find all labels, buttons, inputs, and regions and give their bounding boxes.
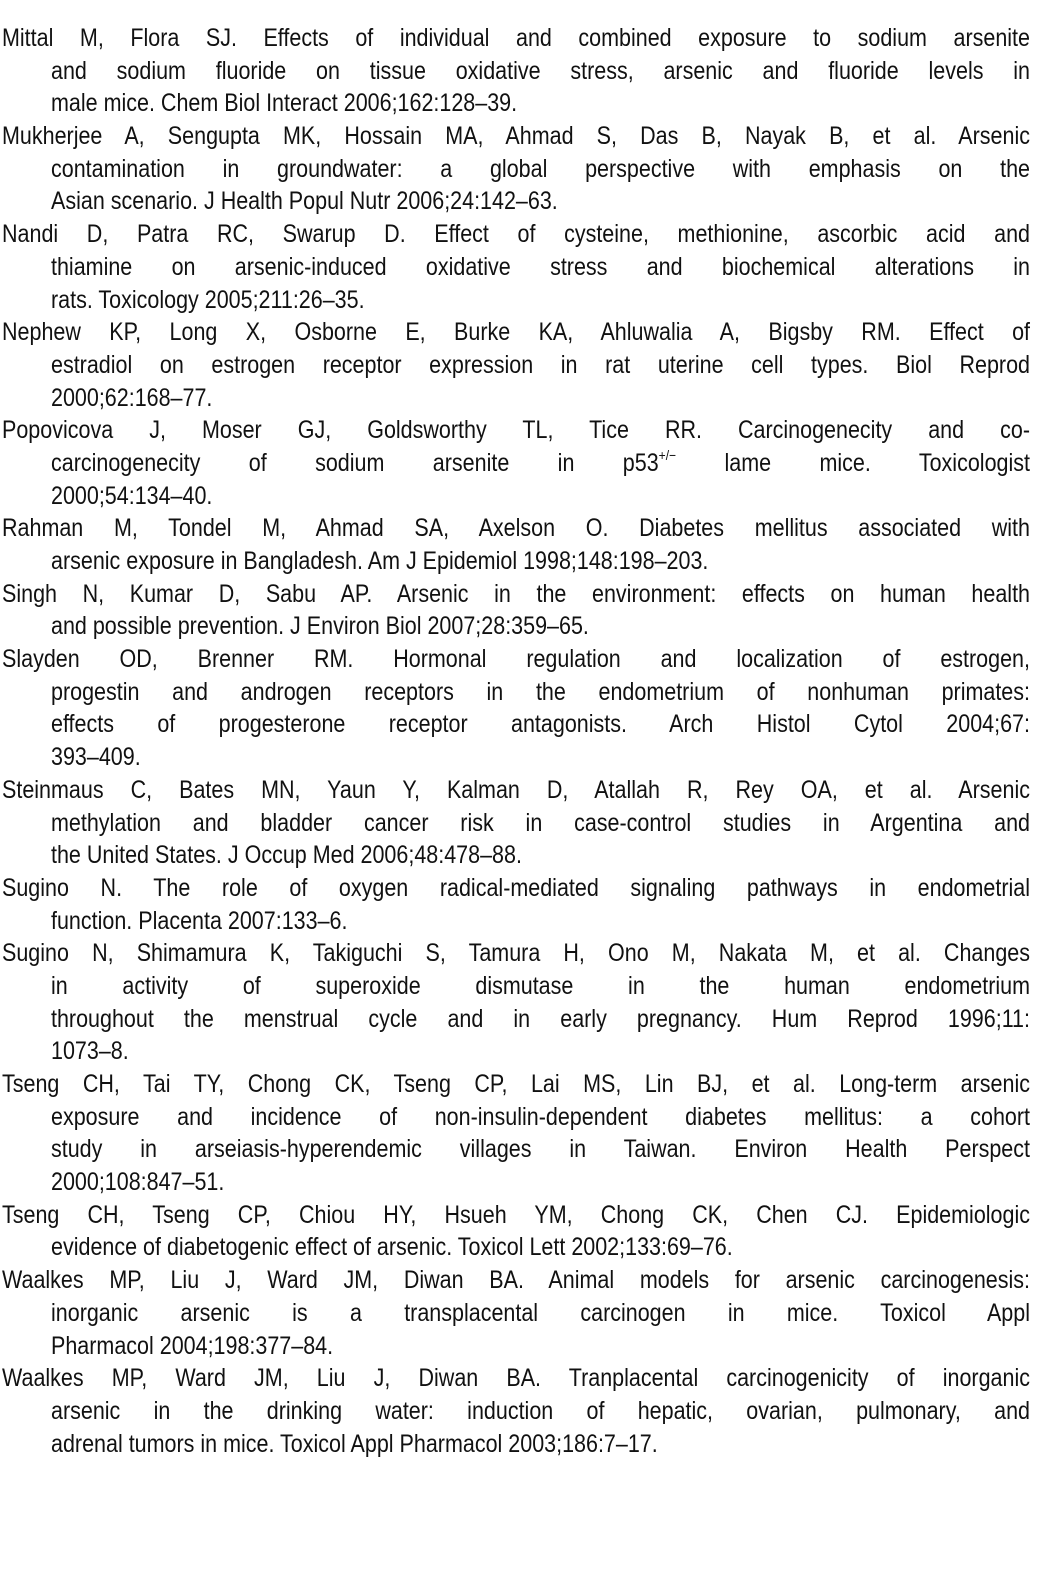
reference-entry	[2, 120, 1030, 218]
reference-text: inorganic arsenic is a transplacental carcinogen in mice. Toxicol Appl	[51, 1298, 1031, 1327]
reference-line	[2, 839, 1030, 872]
reference-line	[2, 316, 1030, 349]
reference-line	[2, 1297, 1030, 1330]
reference-text: rats. Toxicology 2005;211:26–35.	[51, 285, 365, 314]
reference-list	[2, 22, 1030, 1460]
reference-line	[2, 480, 1030, 513]
reference-line	[2, 905, 1030, 938]
reference-line	[2, 1395, 1030, 1428]
reference-text: 393–409.	[51, 743, 141, 772]
reference-text: 2000;54:134–40.	[51, 481, 213, 510]
reference-line	[2, 970, 1030, 1003]
reference-text: the United States. J Occup Med 2006;48:478–88.	[51, 841, 522, 870]
reference-line	[2, 1264, 1030, 1297]
reference-line	[2, 251, 1030, 284]
reference-line	[2, 937, 1030, 970]
reference-text: methylation and bladder cancer risk in case-control studies in Argentina and	[51, 808, 1031, 837]
reference-text: throughout the menstrual cycle and in early pregnancy. Hum Reprod 1996;11:	[51, 1004, 1031, 1033]
reference-line	[2, 774, 1030, 807]
reference-line	[2, 872, 1030, 905]
reference-text: Nandi D, Patra RC, Swarup D. Effect of cysteine, methionine, ascorbic acid and	[2, 220, 1030, 249]
reference-text: Waalkes MP, Liu J, Ward JM, Diwan BA. Animal models for arsenic carcinogenesis:	[2, 1266, 1030, 1295]
reference-line	[2, 382, 1030, 415]
reference-text: Nephew KP, Long X, Osborne E, Burke KA, Ahluwalia A, Bigsby RM. Effect of	[2, 318, 1031, 347]
reference-line	[2, 643, 1030, 676]
reference-text: estradiol on estrogen receptor expression in rat uterine cell types. Biol Reprod	[51, 350, 1031, 379]
reference-text: effects of progesterone receptor antagonists. Arch Histol Cytol 2004;67:	[51, 710, 1031, 739]
reference-entry	[2, 872, 1030, 937]
reference-text: male mice. Chem Biol Interact 2006;162:128–39.	[51, 89, 518, 118]
reference-entry	[2, 316, 1030, 414]
reference-entry	[2, 774, 1030, 872]
reference-line	[2, 22, 1030, 55]
reference-line	[2, 512, 1030, 545]
reference-entry	[2, 1362, 1030, 1460]
reference-entry	[2, 1199, 1030, 1264]
reference-text: Rahman M, Tondel M, Ahmad SA, Axelson O. Diabetes mellitus associated with	[2, 514, 1030, 543]
reference-text: Singh N, Kumar D, Sabu AP. Arsenic in the environment: effects on human health	[2, 579, 1031, 608]
reference-text: exposure and incidence of non-insulin-dependent diabetes mellitus: a cohort	[51, 1102, 1031, 1131]
superscript: +/−	[658, 446, 677, 463]
reference-text: Steinmaus C, Bates MN, Yaun Y, Kalman D, Atallah R, Rey OA, et al. Arsenic	[2, 775, 1030, 804]
reference-entry	[2, 937, 1030, 1068]
reference-entry	[2, 22, 1030, 120]
reference-line	[2, 545, 1030, 578]
reference-text: 2000;62:168–77.	[51, 383, 213, 412]
reference-entry	[2, 512, 1030, 577]
reference-entry	[2, 414, 1030, 512]
reference-text: study in arseiasis-hyperendemic villages in Taiwan. Environ Health Perspect	[51, 1135, 1031, 1164]
reference-line	[2, 153, 1030, 186]
reference-line	[2, 447, 1030, 480]
reference-text: 1073–8.	[51, 1037, 129, 1066]
reference-text: adrenal tumors in mice. Toxicol Appl Pharmacol 2003;186:7–17.	[51, 1429, 658, 1458]
reference-text: Sugino N, Shimamura K, Takiguchi S, Tamura H, Ono M, Nakata M, et al. Changes	[2, 939, 1030, 968]
reference-text: Popovicova J, Moser GJ, Goldsworthy TL, Tice RR. Carcinogenecity and co-	[2, 416, 1031, 445]
reference-line	[2, 185, 1030, 218]
reference-line	[2, 87, 1030, 120]
reference-line	[2, 1133, 1030, 1166]
reference-line	[2, 1166, 1030, 1199]
reference-entry	[2, 643, 1030, 774]
reference-text: arsenic in the drinking water: induction of hepatic, ovarian, pulmonary, and	[51, 1396, 1031, 1425]
reference-text: evidence of diabetogenic effect of arsenic. Toxicol Lett 2002;133:69–76.	[51, 1233, 733, 1262]
reference-text: Mittal M, Flora SJ. Effects of individual and combined exposure to sodium arsenite	[2, 24, 1030, 52]
reference-line	[2, 414, 1030, 447]
reference-text: thiamine on arsenic-induced oxidative stress and biochemical alterations in	[51, 252, 1031, 281]
reference-line	[2, 1362, 1030, 1395]
reference-line	[2, 578, 1030, 611]
reference-line	[2, 1231, 1030, 1264]
reference-text: carcinogenecity of sodium arsenite in p53+/− lame mice. Toxicologist	[51, 446, 1030, 477]
reference-text: Waalkes MP, Ward JM, Liu J, Diwan BA. Tranplacental carcinogenicity of inorganic	[2, 1364, 1030, 1393]
reference-line	[2, 610, 1030, 643]
reference-line	[2, 120, 1030, 153]
reference-text-continued: lame mice. Toxicologist	[676, 448, 1030, 477]
reference-line	[2, 741, 1030, 774]
reference-line	[2, 708, 1030, 741]
reference-text: Asian scenario. J Health Popul Nutr 2006;24:142–63.	[51, 187, 558, 216]
reference-text: contamination in groundwater: a global perspective with emphasis on the	[51, 154, 1031, 183]
reference-text: Mukherjee A, Sengupta MK, Hossain MA, Ahmad S, Das B, Nayak B, et al. Arsenic	[2, 122, 1030, 151]
reference-line	[2, 1101, 1030, 1134]
reference-line	[2, 1428, 1030, 1461]
reference-line	[2, 1199, 1030, 1232]
reference-text: in activity of superoxide dismutase in the human endometrium	[51, 971, 1031, 1000]
reference-line	[2, 218, 1030, 251]
reference-line	[2, 1068, 1030, 1101]
reference-entry	[2, 578, 1030, 643]
reference-text: and sodium fluoride on tissue oxidative stress, arsenic and fluoride levels in	[51, 56, 1031, 85]
reference-line	[2, 1003, 1030, 1036]
reference-line	[2, 284, 1030, 317]
reference-line	[2, 807, 1030, 840]
reference-text: Sugino N. The role of oxygen radical-mediated signaling pathways in endometrial	[2, 873, 1031, 902]
reference-entry	[2, 1068, 1030, 1199]
reference-text: arsenic exposure in Bangladesh. Am J Epidemiol 1998;148:198–203.	[51, 547, 709, 575]
reference-text: Slayden OD, Brenner RM. Hormonal regulation and localization of estrogen,	[2, 645, 1030, 674]
reference-line	[2, 1330, 1030, 1363]
reference-text: progestin and androgen receptors in the endometrium of nonhuman primates:	[51, 677, 1031, 706]
reference-text: function. Placenta 2007:133–6.	[51, 906, 348, 935]
reference-line	[2, 55, 1030, 88]
reference-line	[2, 676, 1030, 709]
reference-text: Tseng CH, Tseng CP, Chiou HY, Hsueh YM, Chong CK, Chen CJ. Epidemiologic	[2, 1200, 1031, 1229]
reference-line	[2, 349, 1030, 382]
reference-entry	[2, 218, 1030, 316]
reference-entry	[2, 1264, 1030, 1362]
reference-text: Tseng CH, Tai TY, Chong CK, Tseng CP, Lai MS, Lin BJ, et al. Long-term arsenic	[2, 1070, 1030, 1098]
reference-text: 2000;108:847–51.	[51, 1168, 225, 1197]
reference-line	[2, 1035, 1030, 1068]
reference-text: and possible prevention. J Environ Biol 2007;28:359–65.	[51, 612, 589, 641]
reference-text: Pharmacol 2004;198:377–84.	[51, 1331, 334, 1360]
